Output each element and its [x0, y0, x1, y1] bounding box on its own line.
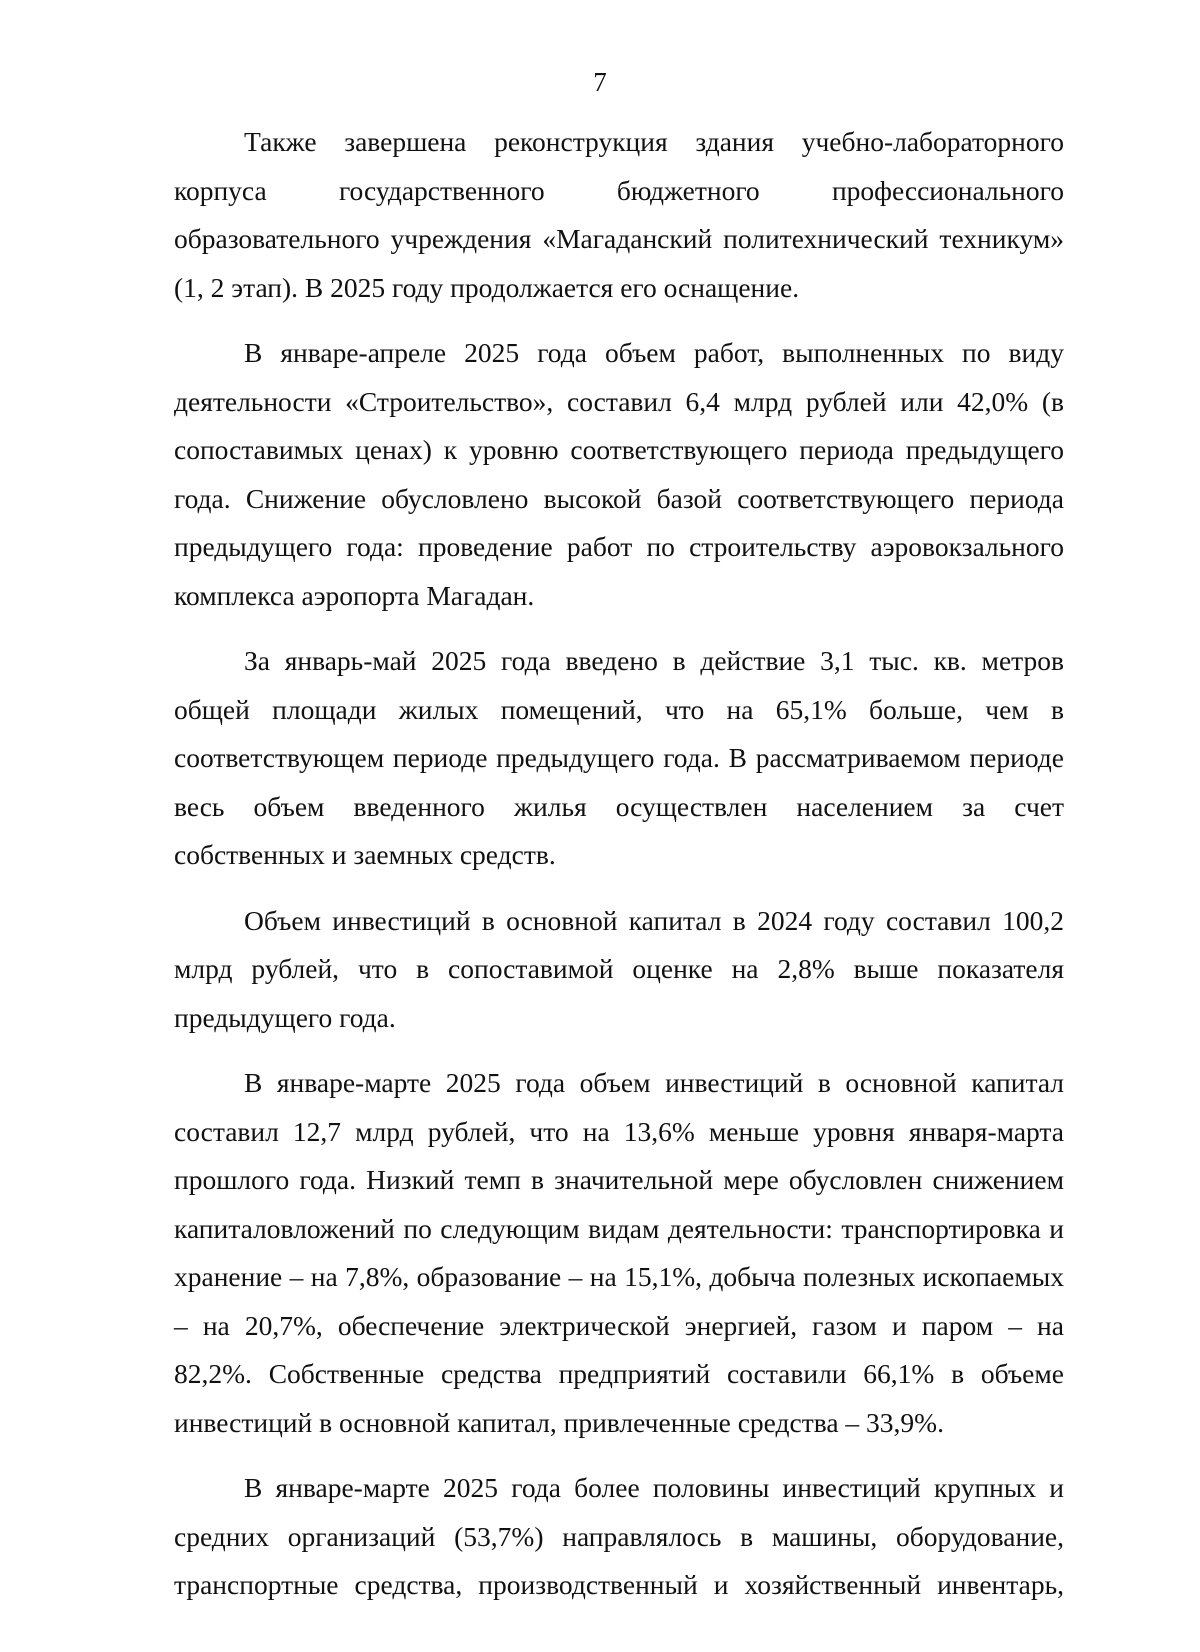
paragraph-housing: За январь-май 2025 года введено в действие 3,1 тыс. кв. метров общей площади жилых помещений, что на 65,1% больше, чем в соответствующем периоде предыдущего года. В рассматриваемом периоде весь объем введенного жилья осуществлен населением за счет собственных и заемных средств.: [174, 645, 1064, 870]
paragraph-reconstruction: Также завершена реконструкция здания учебно-лабораторного корпуса государственного бюджетного профессионального образовательного учреждения «Магаданский политехнический техникум» (1, 2 этап). В 2025 году продолжается его оснащение.: [174, 126, 1064, 303]
paragraph-investment-structure: В январе-марте 2025 года более половины инвестиций крупных и средних организаций (53,7%) направлялось в машины, оборудование, транспортные средства, производственный и хозяйственный инвентарь,: [174, 1472, 1064, 1600]
document-body: [174, 118, 1064, 1610]
page-number: 7: [593, 67, 607, 97]
paragraph-construction-volume: В январе-апреле 2025 года объем работ, выполненных по виду деятельности «Строительство», составил 6,4 млрд рублей или 42,0% (в сопоставимых ценах) к уровню соответствующего периода предыдущего года. Снижение обусловлено высокой базой соответствующего периода предыдущего года: проведение работ по строительству аэровокзального комплекса аэропорта Магадан.: [174, 337, 1064, 611]
paragraph-investment-2024: Объем инвестиций в основной капитал в 2024 году составил 100,2 млрд рублей, что в сопоставимой оценке на 2,8% выше показателя предыдущего года.: [174, 904, 1064, 1033]
paragraph-investment-q1-2025: В январе-марте 2025 года объем инвестиций в основной капитал составил 12,7 млрд рублей, что на 13,6% меньше уровня января-марта прошлого года. Низкий темп в значительной мере обусловлен снижением капиталовложений по следующим видам деятельности: транспортировка и хранение – на 7,8%, образование – на 15,1%, добыча полезных ископаемых – на 20,7%, обеспечение электрической энергией, газом и паром – на 82,2%. Собственные средства предприятий составили 66,1% в объеме инвестиций в основной капитал, привлеченные средства – 33,9%.: [174, 1067, 1064, 1438]
